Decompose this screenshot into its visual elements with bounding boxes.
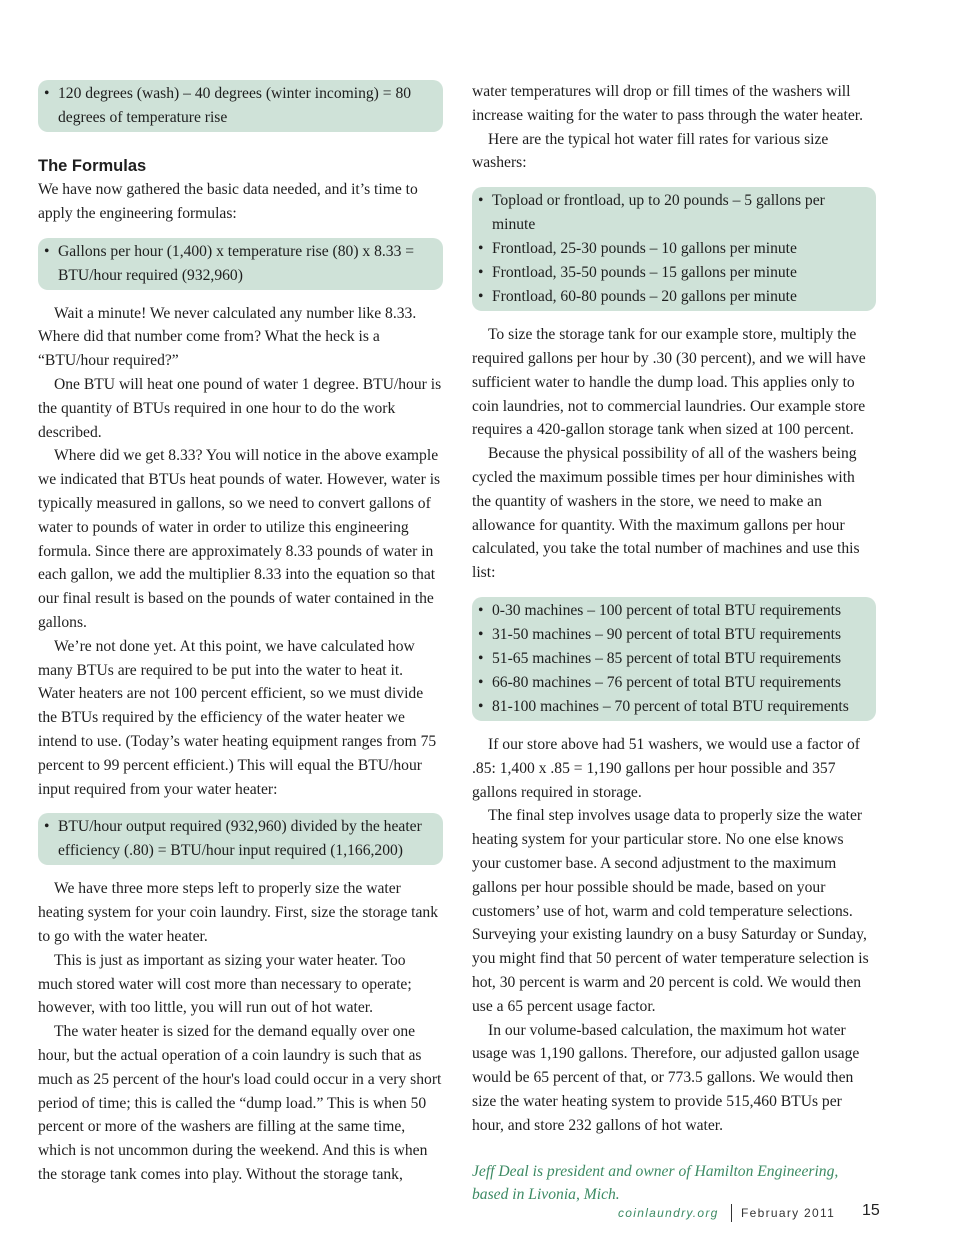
bullet-box-fill-rates bbox=[472, 187, 876, 311]
right-column bbox=[472, 80, 876, 1207]
paragraph: This is just as important as sizing your water heater. Too much stored water will cost more than necessary to operate; however, with too little, you will run out of hot water. bbox=[38, 951, 412, 1017]
paragraph: Because the physical possibility of all of the washers being cycled the maximum possible times per hour diminishes with the quantity of washers in the store, we need to make an allowance for quantity. With the maximum gallons per hour calculated, you take the total number of machines and use this list: bbox=[472, 445, 860, 582]
page-footer bbox=[600, 1202, 890, 1226]
list-item: • Frontload, 60-80 pounds – 20 gallons per minute bbox=[476, 285, 870, 309]
list-item: • 81-100 machines – 70 percent of total BTU requirements bbox=[476, 695, 870, 719]
bullet-box-temperature-rise bbox=[38, 80, 443, 132]
paragraph: water temperatures will drop or fill times of the washers will increase waiting for the water to pass through the water heater. bbox=[472, 83, 863, 124]
list-item: • 120 degrees (wash) – 40 degrees (winter incoming) = 80 degrees of temperature rise bbox=[42, 82, 437, 130]
list-item: • 0-30 machines – 100 percent of total BTU requirements bbox=[476, 599, 870, 623]
bullet-box-efficiency bbox=[38, 813, 443, 865]
bullet-box-machine-factors bbox=[472, 597, 876, 721]
paragraph: Here are the typical hot water fill rates for various size washers: bbox=[472, 130, 829, 172]
paragraph: Wait a minute! We never calculated any number like 8.33. Where did that number come from? What the heck is a “BTU/hour required?” bbox=[38, 304, 417, 370]
author-byline: Jeff Deal is president and owner of Hamilton Engineering, based in Livonia, Mich. bbox=[472, 1162, 839, 1204]
footer-divider bbox=[731, 1204, 732, 1222]
list-item: • Topload or frontload, up to 20 pounds – 5 gallons per minute bbox=[476, 189, 870, 237]
footer-date: February 2011 bbox=[741, 1206, 836, 1220]
list-item: • Gallons per hour (1,400) x temperature rise (80) x 8.33 = BTU/hour required (932,960) bbox=[42, 240, 437, 288]
footer-site-link[interactable]: coinlaundry.org bbox=[618, 1206, 719, 1220]
paragraph: If our store above had 51 washers, we would use a factor of .85: 1,400 x .85 = 1,190 gallons per hour possible and 357 gallons required in storage. bbox=[472, 735, 860, 801]
paragraph: Where did we get 8.33? You will notice in the above example we indicated that BTUs heat pounds of water. However, water is typically measured in gallons, so we need to convert gallons of water to pounds of water in order to utilize this engineering formula. Since there are approximately 8.33 pounds of water in each gallon, we add the multiplier 8.33 into the equation so that our final result is based on the pounds of water contained in the gallons. bbox=[38, 447, 441, 631]
paragraph: The final step involves usage data to properly size the water heating system for your particular store. No one else knows your customer base. A second adjustment to the maximum gallons per hour possible should be made, based on your customers’ use of hot, warm and cold temperature selections. Surveying your existing laundry on a busy Saturday or Sunday, you might find that 50 percent of water temperature selection is hot, 30 percent is warm and 20 percent is cold. We would then use a 65 percent usage factor. bbox=[472, 807, 869, 1015]
paragraph: One BTU will heat one pound of water 1 degree. BTU/hour is the quantity of BTUs required in one hour to do the work described. bbox=[38, 375, 442, 441]
left-column bbox=[38, 80, 443, 1187]
list-item: • Frontload, 35-50 pounds – 15 gallons per minute bbox=[476, 261, 870, 285]
paragraph: We have three more steps left to properly size the water heating system for your coin laundry. First, size the storage tank to go with the water heater. bbox=[38, 880, 439, 945]
list-item: • 31-50 machines – 90 percent of total BTU requirements bbox=[476, 623, 870, 647]
list-item: • BTU/hour output required (932,960) divided by the heater efficiency (.80) = BTU/hour input required (1,166,200) bbox=[42, 815, 437, 863]
section-heading: The Formulas bbox=[38, 157, 147, 175]
list-item: • 51-65 machines – 85 percent of total BTU requirements bbox=[476, 647, 870, 671]
bullet-box-formula bbox=[38, 238, 443, 290]
paragraph: The water heater is sized for the demand equally over one hour, but the actual operation of a coin laundry is such that as much as 25 percent of the hour's load could occur in a very short period of time; this is called the “dump load.” This is when 50 percent or more of the washers are filling at the same time, which is not uncommon during the weekend. And this is when the storage tank comes into play. Without the storage tank, bbox=[38, 1023, 442, 1183]
list-item: • Frontload, 25-30 pounds – 10 gallons per minute bbox=[476, 237, 870, 261]
paragraph: In our volume-based calculation, the maximum hot water usage was 1,190 gallons. Therefore, our adjusted gallon usage would be 65 percent of that, or 773.5 gallons. We would then size the water heating system to provide 515,460 BTUs per hour, and store 232 gallons of hot water. bbox=[472, 1021, 860, 1134]
page-number: 15 bbox=[862, 1202, 880, 1219]
list-item: • 66-80 machines – 76 percent of total BTU requirements bbox=[476, 671, 870, 695]
paragraph: We’re not done yet. At this point, we have calculated how many BTUs are required to be put into the water to heat it. Water heaters are not 100 percent efficient, so we must divide the BTUs required by the efficiency of the water heater we intend to use. (Today’s water heating equipment ranges from 75 percent to 99 percent efficient.) This will equal the BTU/hour input required from your water heater: bbox=[38, 637, 437, 798]
paragraph: We have now gathered the basic data needed, and it’s time to apply the engineering formulas: bbox=[38, 181, 418, 222]
paragraph: To size the storage tank for our example store, multiply the required gallons per hour by .30 (30 percent), and we will have sufficient water to handle the dump load. This applies only to coin laundries, not to commercial laundries. Our example store requires a 420-gallon storage tank when sized at 100 percent. bbox=[472, 326, 866, 439]
